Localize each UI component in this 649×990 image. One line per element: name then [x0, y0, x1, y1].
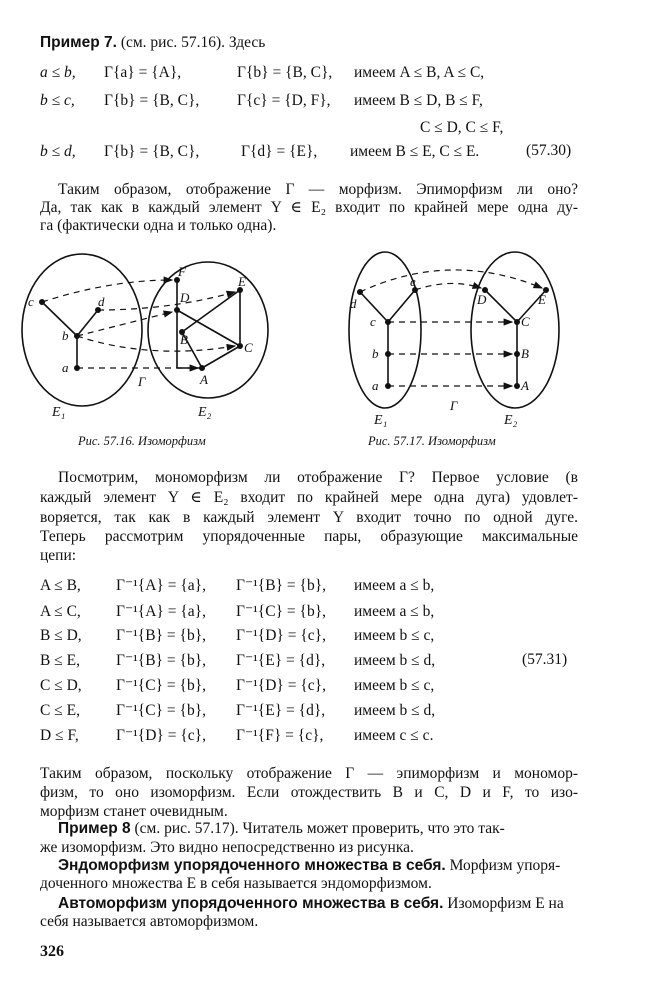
node-label-B: B: [521, 346, 529, 361]
text-line: каждый элемент Y ∈ E₂ входит по крайней мере одна дуга) удовлет-: [40, 489, 578, 506]
row-col-d: имеем b ≤ c,: [354, 677, 435, 694]
row-col-a: C ≤ E,: [40, 702, 80, 719]
term: Автоморфизм упорядоченного множества в себя.: [58, 895, 444, 912]
text-line: Таким образом, поскольку отображение Γ — эпиморфизм и мономор-: [40, 765, 578, 782]
row-col-b: Γ⁻¹{A} = {a},: [116, 577, 206, 594]
node-label-c: c: [370, 314, 376, 329]
text-line: Теперь рассмотрим упорядоченные пары, образующие максимальные: [40, 528, 578, 545]
text-line: морфизм станет очевидным.: [40, 803, 228, 820]
node-label-E: E: [538, 292, 546, 307]
figure-caption: Рис. 57.16. Изоморфизм: [78, 434, 206, 448]
row-col-a: A ≤ C,: [40, 603, 81, 620]
node-label-E: E: [238, 274, 246, 289]
row-col-b: Γ⁻¹{D} = {c},: [116, 727, 206, 744]
row-col-a: B ≤ D,: [40, 627, 82, 644]
node-label-b: b: [62, 328, 69, 343]
row-col-c: Γ⁻¹{D} = {c},: [236, 677, 326, 694]
node-label-A: A: [521, 378, 529, 393]
text-line: доченного множества E в себя называется эндоморфизмом.: [40, 875, 432, 892]
text-line: физм, то оно изоморфизм. Если отождествить B и C, D и F, то изо-: [40, 784, 578, 801]
text-line: воряется, так как в каждый элемент Y входит точно по одной дуге.: [40, 509, 578, 526]
figure-caption: Рис. 57.17. Изоморфизм: [368, 434, 496, 448]
row-col-c: Γ{d} = {E},: [241, 143, 318, 160]
text-line: Да, так как в каждый элемент Y ∈ E₂ входит по крайней мере одна ду-: [40, 199, 578, 216]
example7-label: Пример 7.: [40, 34, 117, 51]
row-col-d: имеем a ≤ b,: [354, 577, 435, 594]
row-col-c: Γ⁻¹{F} = {c},: [236, 727, 324, 744]
row-col-b: Γ{b} = {B, C},: [104, 143, 200, 160]
node-label-F: F: [178, 264, 186, 279]
row-col-b: Γ⁻¹{C} = {b},: [116, 702, 207, 719]
row-col-a: b ≤ c,: [40, 92, 75, 109]
node-label-d: d: [98, 294, 105, 309]
mapping-gamma: Γ: [138, 374, 146, 389]
set-label-e1: E₁: [52, 405, 66, 420]
row-col-a: D ≤ F,: [40, 727, 79, 744]
text-line: [58, 856, 560, 876]
graph-e1: [42, 302, 98, 368]
node-label-a: a: [372, 378, 379, 393]
text-line: же изоморфизм. Это видно непосредственно из рисунка.: [40, 839, 414, 856]
node-label-D: D: [180, 290, 190, 305]
row-col-b: Γ⁻¹{B} = {b},: [116, 652, 207, 669]
row-col-a: C ≤ D,: [40, 677, 82, 694]
equation-number: (57.30): [526, 142, 572, 159]
row-col-a: A ≤ B,: [40, 577, 81, 594]
node-label-e: e: [410, 274, 416, 289]
row-col-b: Γ⁻¹{C} = {b},: [116, 677, 207, 694]
text-line: га (фактически одна и только одна).: [40, 217, 277, 234]
definition-text: Изоморфизм E на: [447, 895, 564, 912]
node-label-a: a: [62, 360, 69, 375]
row-col-c: Γ⁻¹{C} = {b},: [236, 603, 327, 620]
graph-e2: [485, 290, 546, 386]
node-label-c: c: [28, 294, 34, 309]
example8-text: (см. рис. 57.17). Читатель может проверить, что это так-: [134, 820, 505, 837]
text-line: цепи:: [40, 547, 77, 564]
row-col-a: B ≤ E,: [40, 652, 80, 669]
row-col-c: Γ⁻¹{E} = {d},: [236, 652, 326, 669]
row-col-b: Γ{b} = {B, C},: [104, 92, 200, 109]
set-label-e2: E₂: [198, 405, 212, 420]
figure-57-17: [340, 250, 570, 435]
row-col-d: имеем B ≤ E, C ≤ E.: [350, 143, 480, 160]
row-col-d: имеем c ≤ c.: [354, 727, 434, 744]
mapping-gamma: Γ: [450, 398, 458, 413]
row-col-c: Γ{b} = {B, C},: [237, 64, 333, 81]
node-label-C: C: [521, 314, 530, 329]
node-label-d: d: [350, 296, 357, 311]
set-e2-ellipse: [148, 262, 268, 398]
graph-e1-nodes: [39, 299, 101, 371]
row-col-d: имеем b ≤ d,: [354, 702, 436, 719]
graph-e1: [360, 290, 415, 386]
node-label-D: D: [477, 292, 487, 307]
figure-57-16: [20, 250, 310, 430]
equation-number: (57.31): [522, 651, 568, 668]
text-line: Посмотрим, мономорфизм ли отображение Γ? Первое условие (в: [58, 469, 578, 486]
page-number: 326: [40, 943, 64, 960]
row-col-d: имеем b ≤ c,: [354, 627, 435, 644]
row-col-b: Γ⁻¹{A} = {a},: [116, 603, 206, 620]
row-col-d: имеем b ≤ d,: [354, 652, 436, 669]
text-line: Таким образом, отображение Γ — морфизм. Эпиморфизм ли оно?: [58, 181, 578, 198]
set-label-e2: E₂: [504, 413, 518, 428]
row-col-a: a ≤ b,: [40, 64, 76, 81]
text-line: себя называется автоморфизмом.: [40, 913, 259, 930]
text-line: [58, 819, 505, 839]
row-col-b: Γ{a} = {A},: [104, 64, 182, 81]
row-col-b: Γ⁻¹{B} = {b},: [116, 627, 207, 644]
row-col-d: имеем a ≤ b,: [354, 603, 435, 620]
node-label-C: C: [244, 340, 253, 355]
row-col-c: Γ⁻¹{B} = {b},: [236, 577, 327, 594]
text-line: [58, 894, 564, 914]
node-label-A: A: [200, 372, 208, 387]
example8-label: Пример 8: [58, 820, 131, 837]
row-col-c: Γ⁻¹{E} = {d},: [236, 702, 326, 719]
set-label-e1: E₁: [374, 413, 388, 428]
definition-text: Морфизм упоря-: [449, 857, 561, 874]
row-col-c: Γ⁻¹{D} = {c},: [236, 627, 326, 644]
row-col-a: b ≤ d,: [40, 143, 76, 160]
node-label-b: b: [372, 346, 379, 361]
row-col-d: имеем B ≤ D, B ≤ F,: [354, 92, 483, 109]
term: Эндоморфизм упорядоченного множества в себя.: [58, 857, 446, 874]
node-label-B: B: [180, 332, 188, 347]
row-col-d: имеем A ≤ B, A ≤ C,: [354, 64, 485, 81]
row-col-c: Γ{c} = {D, F},: [237, 92, 331, 109]
row-col-d: C ≤ D, C ≤ F,: [420, 119, 504, 136]
example7-ref: (см. рис. 57.16). Здесь: [120, 34, 266, 51]
example7-heading: [40, 33, 265, 53]
